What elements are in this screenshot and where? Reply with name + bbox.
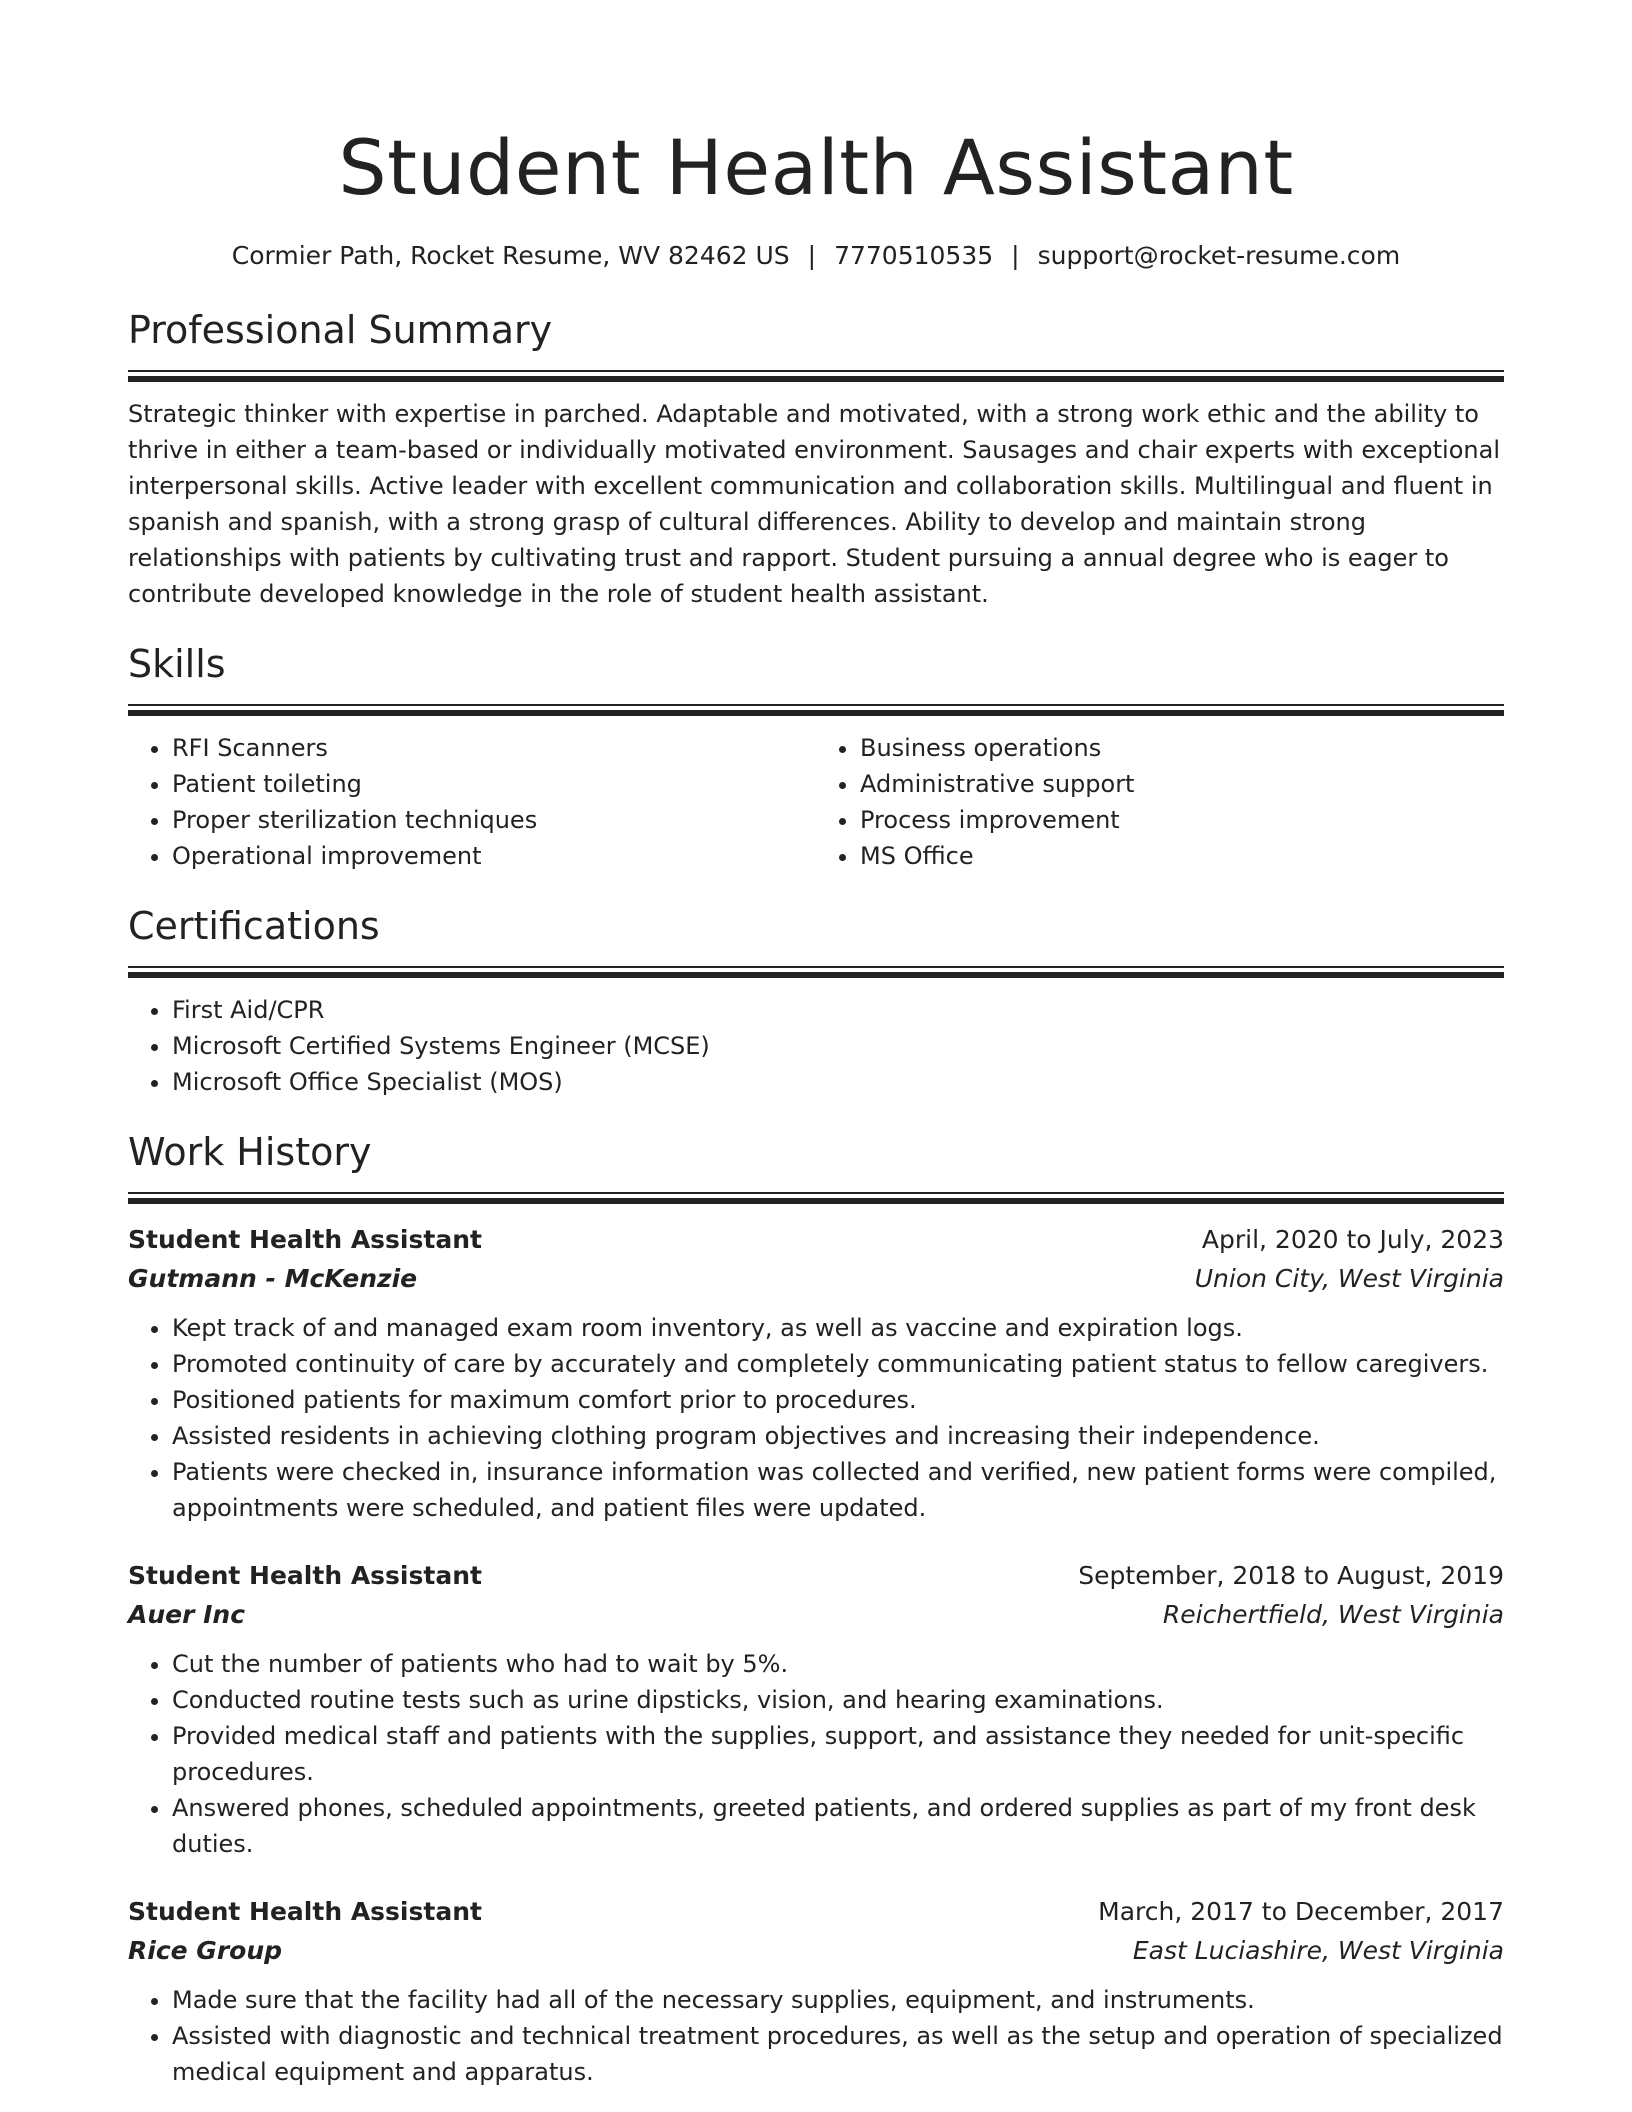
job-title: Student Health Assistant — [128, 1897, 482, 1926]
contact-phone: 7770510535 — [834, 241, 994, 270]
skill-item: • Business operations — [860, 730, 1504, 766]
skills-heading: Skills — [128, 642, 226, 686]
work-history-section — [128, 1126, 1504, 2090]
skills-list-right — [816, 730, 1504, 874]
summary-text: Strategic thinker with expertise in parched. Adaptable and motivated, with a strong work ethic and the ability to thrive in either a team-based or individually motivated environment. Sausages and chair experts with exceptional interpersonal skills. Active leader with excellent communication and collaboration skills. Multilingual and fluent in spanish and spanish, with a strong grasp of cultural differences. Ability to develop and maintain strong relationships with patients by cultivating trust and rapport. Student pursuing a annual degree who is eager to contribute developed knowledge in the role of student health assistant. — [128, 400, 1500, 608]
job-bullet: • Conducted routine tests such as urine dipsticks, vision, and hearing examinations. — [172, 1682, 1504, 1718]
skill-item: • RFI Scanners — [172, 730, 816, 766]
job-location: Reichertfield, West Virginia — [1162, 1600, 1504, 1629]
skill-item: • Operational improvement — [172, 838, 816, 874]
contact-separator: | — [1011, 241, 1020, 270]
job-bullet: • Answered phones, scheduled appointments, greeted patients, and ordered supplies as part of my front desk duties. — [172, 1790, 1504, 1862]
job-bullet: • Provided medical staff and patients with the supplies, support, and assistance they needed for unit-specific procedures. — [172, 1718, 1504, 1790]
job-bullet: • Assisted residents in achieving clothing program objectives and increasing their independence. — [172, 1418, 1504, 1454]
section-divider — [128, 370, 1504, 382]
job-location: Union City, West Virginia — [1194, 1264, 1504, 1293]
job-bullet: • Promoted continuity of care by accurately and completely communicating patient status to fellow caregivers. — [172, 1346, 1504, 1382]
certification-item: • Microsoft Office Specialist (MOS) — [172, 1064, 1504, 1100]
job-bullet: • Assisted with diagnostic and technical treatment procedures, as well as the setup and operation of specialized medical equipment and apparatus. — [172, 2018, 1504, 2090]
certifications-section — [128, 900, 1504, 1100]
certifications-heading: Certifications — [128, 904, 380, 948]
section-divider — [128, 704, 1504, 716]
job-location: East Luciashire, West Virginia — [1132, 1936, 1504, 1965]
job-company: Rice Group — [128, 1936, 283, 1965]
skills-section — [128, 638, 1504, 874]
skill-item: • Patient toileting — [172, 766, 816, 802]
job-bullet: • Cut the number of patients who had to wait by 5%. — [172, 1646, 1504, 1682]
resume-page — [128, 0, 1504, 2090]
contact-address: Cormier Path, Rocket Resume, WV 82462 US — [231, 241, 790, 270]
summary-heading: Professional Summary — [128, 308, 553, 352]
skill-item: • Proper sterilization techniques — [172, 802, 816, 838]
contact-email[interactable]: support@rocket-resume.com — [1037, 241, 1401, 270]
certifications-list — [128, 992, 1504, 1100]
skill-item: • Process improvement — [860, 802, 1504, 838]
skills-list-left — [128, 730, 816, 874]
job-company: Gutmann - McKenzie — [128, 1264, 418, 1293]
job-bullets — [128, 1310, 1504, 1526]
job-dates: March, 2017 to December, 2017 — [1098, 1897, 1504, 1926]
job-title: Student Health Assistant — [128, 1561, 482, 1590]
resume-name: Student Health Assistant — [338, 123, 1294, 212]
job-dates: September, 2018 to August, 2019 — [1078, 1561, 1504, 1590]
job-dates: April, 2020 to July, 2023 — [1201, 1225, 1504, 1254]
contact-separator: | — [807, 241, 817, 270]
job-bullet: • Made sure that the facility had all of the necessary supplies, equipment, and instruments. — [172, 1982, 1504, 2018]
job-entry — [128, 1892, 1504, 2090]
skills-grid — [128, 716, 1504, 874]
job-bullet: • Kept track of and managed exam room inventory, as well as vaccine and expiration logs. — [172, 1310, 1504, 1346]
job-bullet: • Positioned patients for maximum comfort prior to procedures. — [172, 1382, 1504, 1418]
certification-item: • Microsoft Certified Systems Engineer (MCSE) — [172, 1028, 1504, 1064]
job-entry — [128, 1556, 1504, 1862]
skill-item: • Administrative support — [860, 766, 1504, 802]
job-bullet: • Patients were checked in, insurance information was collected and verified, new patient forms were compiled, appointments were scheduled, and patient files were updated. — [172, 1454, 1504, 1526]
job-title: Student Health Assistant — [128, 1225, 482, 1254]
work-history-heading: Work History — [128, 1130, 372, 1174]
job-bullets — [128, 1982, 1504, 2090]
contact-line — [128, 238, 1504, 274]
summary-section — [128, 304, 1504, 612]
job-company: Auer Inc — [128, 1600, 246, 1629]
skill-item: • MS Office — [860, 838, 1504, 874]
job-entry — [128, 1220, 1504, 1526]
section-divider — [128, 1192, 1504, 1204]
certification-item: • First Aid/CPR — [172, 992, 1504, 1028]
section-divider — [128, 966, 1504, 978]
job-bullets — [128, 1646, 1504, 1862]
